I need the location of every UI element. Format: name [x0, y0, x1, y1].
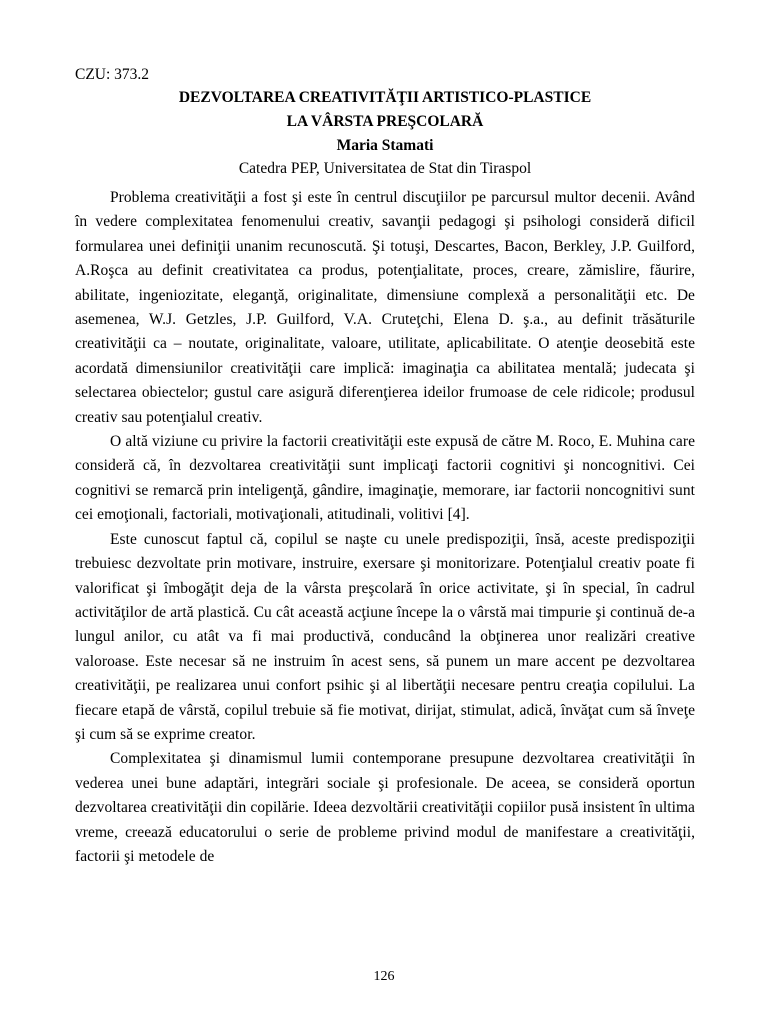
page-number: 126 — [373, 969, 395, 984]
author-name: Maria Stamati — [336, 137, 434, 154]
body-paragraph-1: Problema creativităţii a fost şi este în centrul discuţiilor pe parcursul multor decenii. Având în vedere complexitatea fenomenului creativ, savanţii pedagogi şi psihologi consideră dificil formularea unei definiţii unanim recunoscută. Şi totuşi, Descartes, Bacon, Berkley, J.P. Guilford, A.Roşca au definit creativitatea ca produs, potenţialitate, proces, creare, zămislire, făurire, abilitate, ingeniozitate, eleganţă, originalitate, dimensiune complexă a personalităţii etc. De asemenea, W.J. Getzles, J.P. Guilford, V.A. Cruteţchi, Elena D. ş.a., au definit trăsăturile creativităţii ca – noutate, originalitate, valoare, utilitate, aplicabilitate. O atenţie deosebită este acordată dimensiunilor creativităţii care implică: imaginaţia ca abilitatea mentală; judecata şi selectarea obiectelor; gustul care asigură diferenţierea ideilor frumoase de cele ridicole; produsul creativ sau potenţialul creativ. — [75, 189, 695, 426]
article-title-line-1: DEZVOLTAREA CREATIVITĂŢII ARTISTICO-PLASTICE — [178, 89, 592, 106]
czu-classification: CZU: 373.2 — [75, 66, 150, 83]
body-paragraph-4: Complexitatea şi dinamismul lumii contemporane presupune dezvoltarea creativităţii în vederea unei bune adaptări, integrări sociale şi profesionale. De aceea, se consideră oportun dezvoltarea creativităţii din copilărie. Ideea dezvoltării creativităţii copiilor pusă insistent în ultima vreme, creează educatorului o serie de probleme privind modul de manifestare a creativităţii, factorii şi metodele de — [75, 750, 695, 865]
body-paragraph-2: O altă viziune cu privire la factorii creativităţii este expusă de către M. Roco, E. Muhina care consideră că, în dezvoltarea creativităţii sunt implicaţi factorii cognitivi şi noncognitivi. Cei cognitivi se remarcă prin inteligenţă, gândire, imaginaţie, memorare, iar factorii noncognitivi sunt cei emoţionali, factoriali, motivaţionali, atitudinali, volitivi [4]. — [75, 433, 695, 524]
body-paragraph-3: Este cunoscut faptul că, copilul se naşte cu unele predispoziţii, însă, aceste predispoziţii trebuiesc dezvoltate prin motivare, instruire, exersare şi monitorizare. Potenţialul creativ poate fi valorificat şi îmbogăţit deja de la vârsta preşcolară în orice activitate, şi în special, în cadrul activităţilor de artă plastică. Cu cât această acţiune începe la o vârstă mai timpurie şi continuă de-a lungul anilor, cu atât va fi mai productivă, conducând la obţinerea unor realizări creative valoroase. Este necesar să ne instruim în acest sens, să punem un mare accent pe dezvoltarea creativităţii, pe realizarea unui confort psihic şi al libertăţii necesare pentru creaţia copilului. La fiecare etapă de vârstă, copilul trebuie să fie motivat, dirijat, stimulat, adică, învăţat cum să înveţe şi cum să se exprime creator. — [75, 530, 695, 743]
article-title-line-2: LA VÂRSTA PREŞCOLARĂ — [286, 113, 484, 130]
author-affiliation: Catedra PEP, Universitatea de Stat din Tiraspol — [238, 160, 532, 177]
article-page — [75, 64, 695, 869]
article-body — [75, 186, 695, 869]
